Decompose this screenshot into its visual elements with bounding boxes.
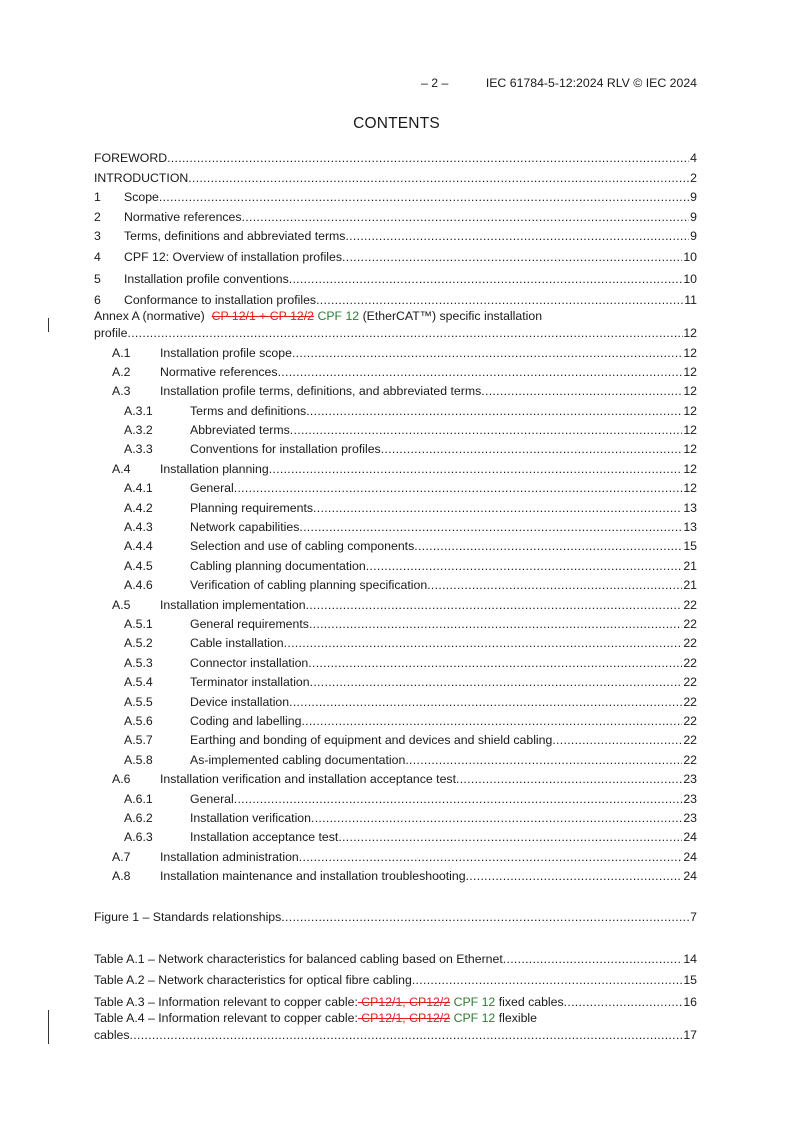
toc-entry-number: A.4.5 [124,558,153,573]
toc-entry-number: A.5.2 [124,636,153,651]
toc-page-number: 23 [683,810,697,825]
toc-entry-text: Device installation [190,694,290,709]
toc-entry-number: A.4.3 [124,520,153,535]
toc-entry-text: Cable installation [190,636,284,651]
dot-leader [311,811,682,825]
dot-leader [234,792,683,806]
dot-leader [242,210,690,224]
toc-entry-number: A.5.7 [124,733,153,748]
toc-page-number: 14 [683,951,697,966]
toc-entry-number: A.6.1 [124,791,153,806]
toc-entry-text: General requirements [190,616,309,631]
dot-leader [414,539,682,553]
toc-entry-number: A.3.1 [124,403,153,418]
toc-entry-text: Conventions for installation profiles [190,442,381,457]
toc-entry-number: A.7 [112,849,131,864]
dot-leader [290,423,683,437]
toc-entry-number: A.5.1 [124,616,153,631]
dot-leader [188,171,689,185]
dot-leader [564,995,683,1009]
toc-page-number: 22 [683,694,697,709]
toc-entry-text: FOREWORD [94,151,168,166]
toc-entry-a-5-5[interactable] [94,689,697,708]
toc-entry-number: A.5.6 [124,713,153,728]
toc-entry-text: Conformance to installation profiles [124,293,317,308]
toc-entry-annex-a[interactable] [94,309,697,340]
toc-entry-text: Verification of cabling planning specification [190,578,428,593]
deleted-text: CP12/1, CP12/2 [357,1010,451,1025]
toc-entry-text: Table A.1 – Network characteristics for balanced cabling based on Ethernet [94,951,503,966]
toc-entry-text: INTRODUCTION [94,170,189,185]
dot-leader [289,272,683,286]
toc-entry-number: A.4.1 [124,481,153,496]
toc-page-number: 12 [683,461,697,476]
dot-leader [313,501,682,515]
toc-entry-number: A.6.2 [124,810,153,825]
toc-entry-a-5-7[interactable] [94,728,697,747]
toc-page-number: 22 [683,733,697,748]
toc-entry-text: Installation implementation [160,597,306,612]
toc-entry-a-6-3[interactable] [94,825,697,844]
dot-leader [269,462,683,476]
toc-entry-number: A.1 [112,345,131,360]
dot-leader [456,772,682,786]
toc-entry-figure[interactable] [94,905,697,924]
toc-entry-a-4[interactable] [94,456,697,475]
table-of-contents [94,146,697,1042]
toc-entry-text: Installation profile conventions [124,271,289,286]
dot-leader [427,578,682,592]
toc-entry-text: As-implemented cabling documentation [190,752,406,767]
toc-entry-number: A.5.3 [124,655,153,670]
toc-entry-a-6[interactable] [94,767,697,786]
toc-page-number: 23 [683,772,697,787]
toc-entry-number: A.3.3 [124,442,153,457]
toc-entry-text [94,995,564,1009]
toc-entry-a-5-8[interactable] [94,747,697,766]
toc-page-number: 16 [683,994,697,1009]
dot-leader [306,404,682,418]
toc-entry-a-5-1[interactable] [94,612,697,631]
toc-entry-number: A.5 [112,597,131,612]
toc-entry-text: Connector installation [190,655,309,670]
dot-leader [366,559,683,573]
toc-page-number: 7 [690,910,697,925]
toc-page-number: 2 [690,170,697,185]
toc-page-number: 4 [690,151,697,166]
dot-leader [405,753,682,767]
toc-entry-text: CPF 12: Overview of installation profiles [124,250,343,265]
toc-entry-text: Terminator installation [190,675,310,690]
toc-entry-number: 6 [94,293,101,308]
toc-entry-text: Table A.2 – Network characteristics for optical fibre cabling [94,973,412,988]
annex-prefix: Annex A (normative) [94,309,205,324]
change-bar [48,1010,49,1044]
toc-entry-number: A.6 [112,772,131,787]
change-bar [48,318,49,332]
table-prefix: Table A.3 – Information relevant to copper cable: [94,994,358,1009]
toc-entry-text: Coding and labelling [190,713,302,728]
page-number: – 2 – [421,76,449,90]
toc-entry-table[interactable] [94,968,697,987]
toc-page-number: 13 [683,520,697,535]
toc-entry-introduction[interactable] [94,165,697,184]
toc-page-number: 12 [683,442,697,457]
toc-entry-number: 2 [94,209,101,224]
dot-leader [310,675,683,689]
toc-entry-number: 1 [94,190,101,205]
toc-entry-text: Normative references [160,364,278,379]
toc-page-number: 12 [683,423,697,438]
toc-entry-a-1[interactable] [94,340,697,359]
toc-page-number: 9 [690,190,697,205]
toc-entry-text: Installation acceptance test [190,830,339,845]
toc-entry-number: A.2 [112,364,131,379]
toc-page-number: 22 [683,636,697,651]
toc-page-number: 24 [683,869,697,884]
list-of-tables [94,946,697,987]
dot-leader [309,617,682,631]
dot-leader [381,442,683,456]
list-of-figures [94,905,697,924]
toc-page-number: 22 [683,713,697,728]
toc-page-number: 24 [683,849,697,864]
dot-leader [299,850,683,864]
toc-entry-text: Cabling planning documentation [190,558,366,573]
toc-entry-clause-5[interactable] [94,266,697,285]
toc-entry-text: Installation planning [160,461,269,476]
toc-entry-a-5-3[interactable] [94,650,697,669]
inserted-text: CPF 12 [317,309,360,324]
toc-entry-text: Installation administration [160,849,299,864]
dot-leader [292,346,682,360]
toc-page-number: 12 [683,364,697,379]
toc-entry-a-8[interactable] [94,864,697,883]
toc-page-number: 10 [683,271,697,286]
toc-entry-number: 4 [94,250,101,265]
toc-entry-text: Earthing and bonding of equipment and devices and shield cabling [190,733,553,748]
toc-entry-number: 3 [94,228,101,243]
dot-leader [306,598,683,612]
toc-entry-number: A.4.6 [124,578,153,593]
dot-leader [338,830,682,844]
contents-title: CONTENTS [353,115,440,132]
toc-entry-a-2[interactable] [94,360,697,379]
toc-page-number: 23 [683,791,697,806]
toc-page-number: 15 [683,973,697,988]
toc-entry-a-5-2[interactable] [94,631,697,650]
toc-entry-text: Normative references [124,209,242,224]
annex-subclause-list [94,340,697,883]
toc-page-number: 12 [683,326,697,341]
toc-page-number: 9 [690,209,697,224]
table-continuation: cables [94,1027,130,1042]
toc-page-number: 12 [683,481,697,496]
toc-page-number: 22 [683,675,697,690]
dot-leader [234,481,683,495]
toc-entry-table-a3[interactable] [94,989,697,1008]
dot-leader [301,714,682,728]
dot-leader [466,869,683,883]
document-identifier: IEC 61784-5-12:2024 RLV © IEC 2024 [485,76,697,90]
toc-page-number: 22 [683,752,697,767]
toc-entry-text: Installation verification and installation acceptance test [160,772,456,787]
toc-page-number: 24 [683,830,697,845]
toc-entry-a-6-1[interactable] [94,786,697,805]
toc-entry-a-3-2[interactable] [94,418,697,437]
toc-entry-text: Abbreviated terms [190,423,290,438]
toc-entry-number: 5 [94,271,101,286]
toc-entry-number: A.5.5 [124,694,153,709]
toc-entry-a-4-4[interactable] [94,534,697,553]
table-prefix: Table A.4 – Information relevant to copper cable: [94,1010,358,1025]
clause-list [94,185,697,307]
toc-page-number: 12 [683,403,697,418]
toc-entry-a-5[interactable] [94,592,697,611]
table-suffix: fixed cables [498,994,564,1009]
toc-entry-a-5-4[interactable] [94,670,697,689]
toc-entry-text: Network capabilities [190,520,300,535]
inserted-text: CPF 12 [453,994,496,1009]
toc-entry-text: Scope [124,190,159,205]
dot-leader [552,733,682,747]
toc-entry-table[interactable] [94,946,697,965]
toc-entry-text: General [190,791,234,806]
deleted-text: CP 12/1 + CP 12/2 [211,309,315,324]
dot-leader [481,384,682,398]
toc-page-number: 13 [683,500,697,515]
toc-page-number: 22 [683,616,697,631]
toc-entry-text: Selection and use of cabling components [190,539,415,554]
toc-entry-number: A.4.2 [124,500,153,515]
toc-page-number: 12 [683,345,697,360]
toc-page-number: 15 [683,539,697,554]
toc-page-number: 22 [683,597,697,612]
toc-entry-text: General [190,481,234,496]
toc-entry-a-7[interactable] [94,844,697,863]
toc-entry-text: Installation verification [190,810,311,825]
toc-entry-text: Installation profile terms, definitions, and abbreviated terms [160,384,482,399]
dot-leader [284,636,683,650]
toc-entry-text: Planning requirements [190,500,314,515]
inserted-text: CPF 12 [453,1010,496,1025]
toc-entry-number: A.4 [112,461,131,476]
dot-leader [281,910,689,924]
toc-entry-a-4-6[interactable] [94,573,697,592]
toc-entry-text: Terms, definitions and abbreviated terms [124,228,346,243]
dot-leader [308,656,682,670]
toc-entry-clause-2[interactable] [94,204,697,223]
dot-leader [412,973,682,987]
dot-leader [342,250,682,264]
toc-entry-a-4-5[interactable] [94,553,697,572]
toc-page-number: 17 [683,1027,697,1042]
dot-leader [289,695,682,709]
deleted-text: CP12/1, CP12/2 [357,994,451,1009]
toc-entry-text: Installation profile scope [160,345,292,360]
dot-leader [130,1028,684,1042]
toc-entry-a-6-2[interactable] [94,806,697,825]
toc-entry-number: A.4.4 [124,539,153,554]
toc-page-number: 22 [683,655,697,670]
dot-leader [299,520,682,534]
dot-leader [503,952,683,966]
page-header [421,76,697,90]
annex-continuation: profile [94,326,128,341]
toc-entry-a-3[interactable] [94,379,697,398]
toc-entry-a-4-1[interactable] [94,476,697,495]
dot-leader [167,151,689,165]
toc-page-number: 11 [684,293,697,308]
toc-entry-clause-4[interactable] [94,245,697,264]
toc-page-number: 21 [683,558,697,573]
toc-entry-a-4-2[interactable] [94,495,697,514]
toc-entry-a-3-3[interactable] [94,437,697,456]
toc-entry-clause-3[interactable] [94,224,697,243]
toc-entry-a-3-1[interactable] [94,398,697,417]
toc-entry-clause-1[interactable] [94,185,697,204]
table-suffix: flexible [498,1010,537,1025]
toc-entry-table-a4[interactable] [94,1011,697,1042]
toc-entry-number: A.8 [112,869,131,884]
toc-entry-a-5-6[interactable] [94,709,697,728]
dot-leader [278,365,683,379]
toc-page-number: 10 [683,250,697,265]
dot-leader [159,190,689,204]
dot-leader [316,293,683,307]
toc-entry-text: Figure 1 – Standards relationships [94,910,282,925]
toc-entry-number: A.3.2 [124,423,153,438]
toc-entry-clause-6[interactable] [94,288,697,307]
toc-entry-text: Terms and definitions [190,403,307,418]
toc-entry-number: A.5.4 [124,675,153,690]
toc-page-number: 12 [683,384,697,399]
toc-entry-foreword[interactable] [94,146,697,165]
dot-leader [128,326,684,340]
toc-entry-number: A.3 [112,384,131,399]
toc-page-number: 9 [690,228,697,243]
toc-entry-number: A.6.3 [124,830,153,845]
toc-entry-text: Installation maintenance and installation troubleshooting [160,869,466,884]
dot-leader [345,229,689,243]
toc-entry-a-4-3[interactable] [94,515,697,534]
toc-entry-number: A.5.8 [124,752,153,767]
annex-suffix: (EtherCAT™) specific installation [362,309,543,324]
toc-page-number: 21 [683,578,697,593]
